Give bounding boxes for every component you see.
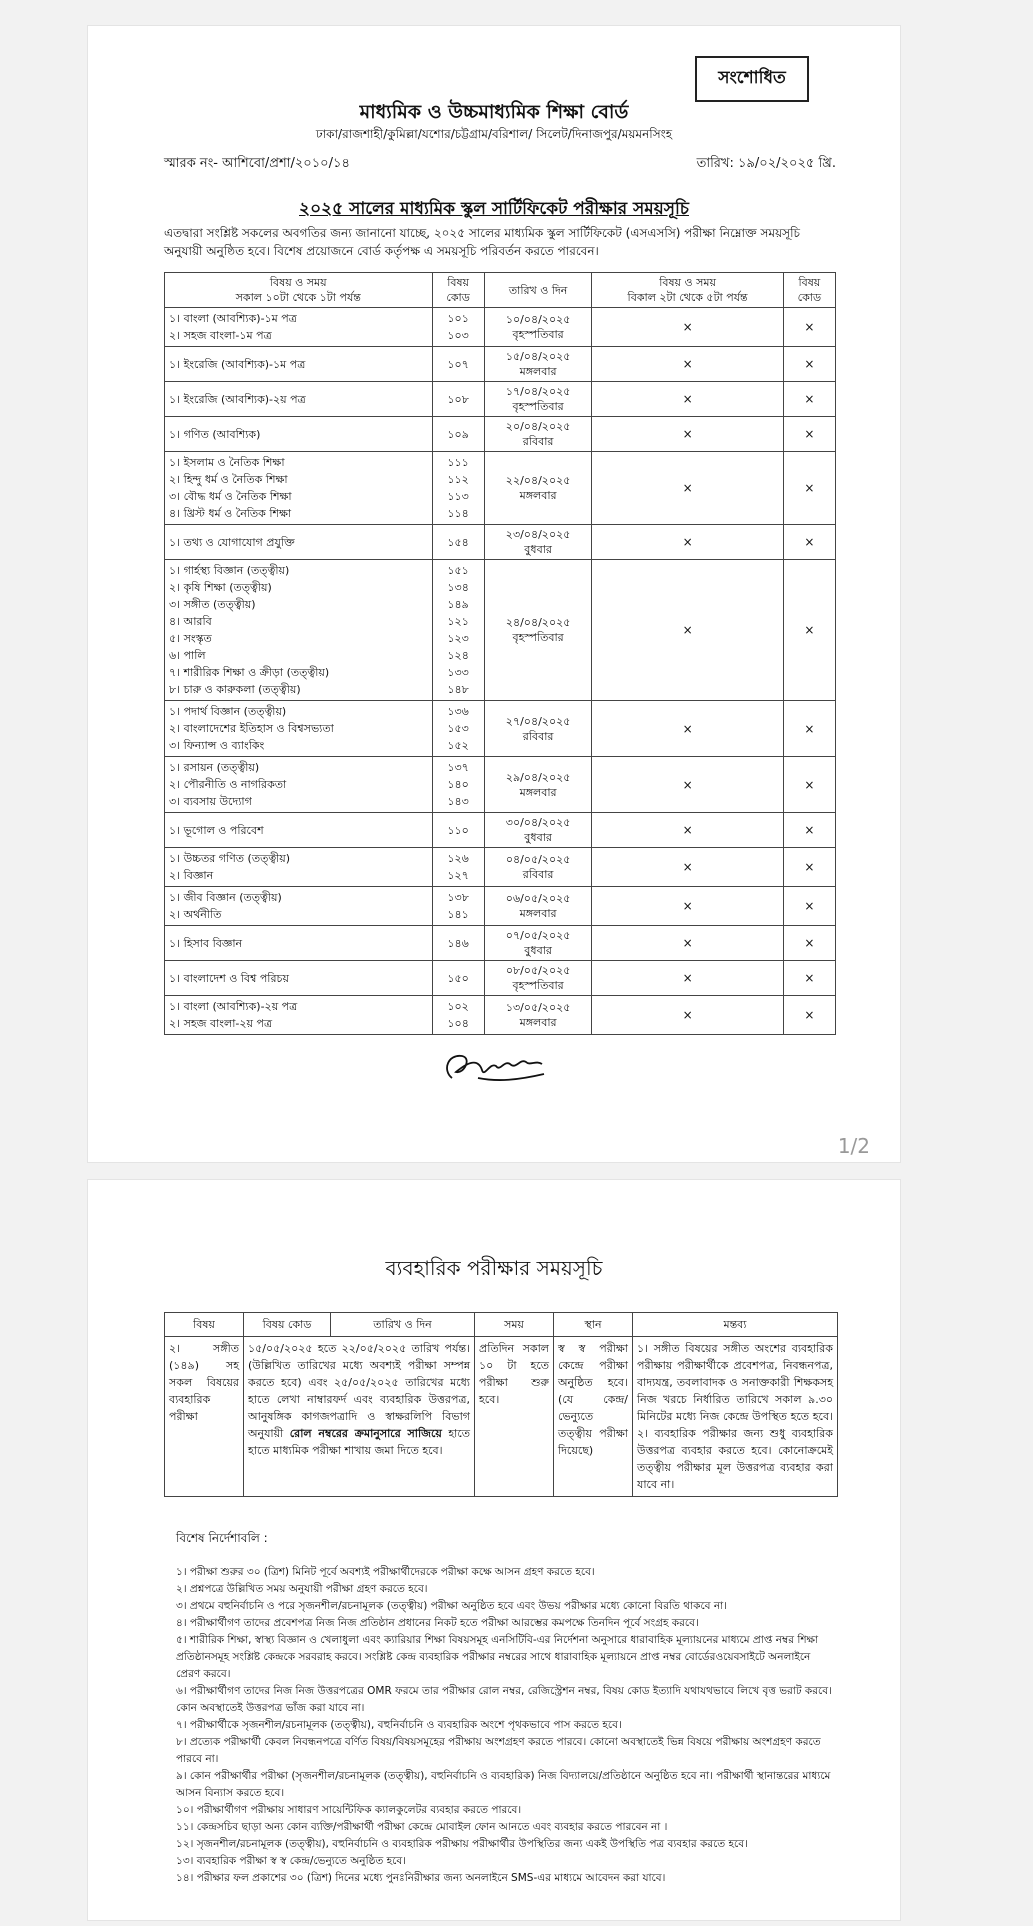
code-cell bbox=[432, 887, 484, 926]
exam-day: বৃহস্পতিবার bbox=[512, 328, 564, 341]
code-line: ১৪৯ bbox=[447, 598, 469, 611]
exam-date: ২৩/০৪/২০২৫ bbox=[505, 528, 571, 541]
practical-date: ১৫/০৫/২০২৫ হতে ২২/০৫/২০২৫ তারিখ পর্যন্ত। (উল্লিখিত তারিখের মধ্যে অবশ্যই পরীক্ষা সম্পন্ন করতে হবে) এবং ২৫/০৫/২০২৫ তারিখের মধ্যে হাতে লেখা নাম্বারফর্দ এবং ব্যবহারিক উত্তরপত্র, আনুষঙ্গিক কাগজপত্রাদি ও স্বাক্ষরলিপি বিভাগ অনুযায়ী রোল নম্বরের ক্রমানুসারে সাজিয়ে হাতে হাতে মাধ্যমিক পরীক্ষা শাখায় জমা দিতে হবে। bbox=[244, 1337, 475, 1497]
code-line: ১১৪ bbox=[447, 507, 469, 520]
table-row bbox=[165, 887, 836, 926]
subject-cell bbox=[165, 848, 433, 887]
subject-line: ২। বাংলাদেশের ইতিহাস ও বিশ্বসভ্যতা bbox=[169, 722, 334, 735]
subject-line: ১। বাংলাদেশ ও বিশ্ব পরিচয় bbox=[169, 971, 289, 985]
roll-order-note: রোল নম্বরের ক্রমানুসারে সাজিয়ে bbox=[289, 1427, 442, 1440]
subject-line: ১। গণিত (আবশ্যিক) bbox=[169, 427, 261, 441]
instruction-item: ১১। কেন্দ্রসচিব ছাড়া অন্য কোন ব্যক্তি/পরীক্ষার্থী পরীক্ষা কেন্দ্রে মোবাইল ফোন আনতে এবং ব্যবহার করতে পারবেন না । bbox=[176, 1821, 668, 1833]
code-cell bbox=[432, 560, 484, 701]
exam-date: ১৩/০৫/২০২৫ bbox=[505, 1001, 571, 1014]
afternoon-code-cell: × bbox=[783, 848, 835, 887]
practical-title: ব্যবহারিক পরীক্ষার সময়সূচি bbox=[385, 1256, 603, 1280]
code-line: ১৫৪ bbox=[447, 535, 469, 549]
subject-cell bbox=[165, 525, 433, 560]
subject-line: ১। উচ্চতর গণিত (তত্ত্বীয়) bbox=[169, 852, 291, 865]
date-cell bbox=[484, 757, 592, 813]
code-line: ১১১ bbox=[447, 456, 469, 469]
header-code: বিষয় কোড bbox=[432, 273, 484, 308]
subject-line: ৩। বৌদ্ধ ধর্ম ও নৈতিক শিক্ষা bbox=[169, 490, 292, 503]
exam-day: রবিবার bbox=[522, 435, 554, 448]
table-row bbox=[165, 813, 836, 848]
afternoon-code-cell: × bbox=[783, 525, 835, 560]
code-line: ১২৩ bbox=[447, 632, 469, 645]
exam-date: ০৭/০৫/২০২৫ bbox=[505, 929, 571, 942]
exam-date: ২২/০৪/২০২৫ bbox=[505, 474, 571, 487]
subject-line: ১। জীব বিজ্ঞান (তত্ত্বীয়) bbox=[169, 891, 282, 904]
subject-line: ১। পদার্থ বিজ্ঞান (তত্ত্বীয়) bbox=[169, 705, 287, 718]
code-line: ১১৩ bbox=[447, 490, 469, 503]
code-cell bbox=[432, 926, 484, 961]
afternoon-code-cell: × bbox=[783, 926, 835, 961]
afternoon-code-cell: × bbox=[783, 560, 835, 701]
afternoon-code-cell: × bbox=[783, 347, 835, 382]
code-cell bbox=[432, 848, 484, 887]
code-line: ১৪১ bbox=[447, 908, 469, 921]
subject-line: ৩। সঙ্গীত (তত্ত্বীয়) bbox=[169, 598, 256, 611]
table-header-row bbox=[165, 1313, 838, 1337]
code-line: ১২১ bbox=[447, 615, 469, 628]
subject-cell bbox=[165, 887, 433, 926]
afternoon-cell: × bbox=[592, 701, 783, 757]
exam-day: মঙ্গলবার bbox=[519, 1016, 557, 1029]
subject-line: ৫। সংস্কৃত bbox=[169, 632, 212, 645]
subject-line: ২। সহজ বাংলা-২য় পত্র bbox=[169, 1017, 273, 1030]
table-row bbox=[165, 701, 836, 757]
code-line: ১০২ bbox=[447, 1000, 469, 1013]
code-line: ১০৮ bbox=[447, 392, 469, 406]
table-row bbox=[165, 417, 836, 452]
table-row bbox=[165, 757, 836, 813]
code-line: ১৫১ bbox=[447, 564, 469, 577]
afternoon-code-cell: × bbox=[783, 701, 835, 757]
afternoon-code-cell: × bbox=[783, 961, 835, 996]
date-cell bbox=[484, 525, 592, 560]
subject-line: ১। বাংলা (আবশ্যিক)-২য় পত্র bbox=[169, 1000, 298, 1013]
subject-cell bbox=[165, 701, 433, 757]
subject-line: ১। ইংরেজি (আবশ্যিক)-২য় পত্র bbox=[169, 392, 306, 406]
board-cities: ঢাকা/রাজশাহী/কুমিল্লা/যশোর/চট্টগ্রাম/বরিশাল/ সিলেট/দিনাজপুর/ময়মনসিংহ bbox=[315, 127, 673, 141]
code-line: ১৩৪ bbox=[447, 581, 469, 594]
subject-line: ২। পৌরনীতি ও নাগরিকতা bbox=[169, 778, 287, 791]
afternoon-code-cell: × bbox=[783, 417, 835, 452]
instruction-item: ১০। পরীক্ষার্থীগণ পরীক্ষায় সাধারণ সায়েন্টিফিক ক্যালকুলেটর ব্যবহার করতে পারবে। bbox=[176, 1804, 522, 1816]
code-cell bbox=[432, 347, 484, 382]
code-line: ১৪৮ bbox=[447, 683, 469, 696]
instructions-title: বিশেষ নির্দেশাবলি : bbox=[176, 1531, 268, 1545]
exam-schedule-table bbox=[164, 272, 836, 1035]
subject-cell bbox=[165, 308, 433, 347]
subject-line: ১। হিসাব বিজ্ঞান bbox=[169, 936, 243, 950]
exam-day: বুধবার bbox=[524, 543, 552, 556]
table-header-row bbox=[165, 273, 836, 308]
code-line: ১০৪ bbox=[447, 1017, 469, 1030]
afternoon-cell: × bbox=[592, 813, 783, 848]
date-cell bbox=[484, 701, 592, 757]
subject-line: ২। অর্থনীতি bbox=[169, 908, 222, 921]
header-remarks: মন্তব্য bbox=[633, 1313, 838, 1337]
date-cell bbox=[484, 848, 592, 887]
afternoon-code-cell: × bbox=[783, 813, 835, 848]
subject-cell bbox=[165, 452, 433, 525]
afternoon-cell: × bbox=[592, 848, 783, 887]
subject-line: ৪। আরবি bbox=[169, 615, 212, 628]
instruction-item: ২। প্রশ্নপত্রে উল্লিখিত সময় অনুযায়ী পরীক্ষা গ্রহণ করতে হবে। bbox=[176, 1583, 428, 1595]
subject-line: ৩। ব্যবসায় উদ্যোগ bbox=[169, 795, 252, 808]
table-row bbox=[165, 347, 836, 382]
code-cell bbox=[432, 961, 484, 996]
afternoon-code-cell: × bbox=[783, 382, 835, 417]
exam-date: ০৮/০৫/২০২৫ bbox=[505, 964, 571, 977]
code-cell bbox=[432, 757, 484, 813]
exam-date: ১০/০৪/২০২৫ bbox=[505, 313, 571, 326]
instruction-item: ১। পরীক্ষা শুরুর ৩০ (ত্রিশ) মিনিট পূর্বে অবশ্যই পরীক্ষার্থীদেরকে পরীক্ষা কক্ষে আসন গ্রহণ করতে হবে। bbox=[176, 1566, 595, 1578]
exam-date: ২৯/০৪/২০২৫ bbox=[505, 770, 571, 784]
table-row bbox=[165, 382, 836, 417]
header-code-2: বিষয় কোড bbox=[783, 273, 835, 308]
board-name: মাধ্যমিক ও উচ্চমাধ্যমিক শিক্ষা বোর্ড bbox=[359, 101, 629, 123]
afternoon-cell: × bbox=[592, 525, 783, 560]
instructions-list bbox=[176, 1564, 836, 1887]
subject-line: ১। গার্হস্থ্য বিজ্ঞান (তত্ত্বীয়) bbox=[169, 564, 290, 577]
code-line: ১৪৬ bbox=[447, 936, 469, 950]
afternoon-cell: × bbox=[592, 382, 783, 417]
instruction-item: ৬। পরীক্ষার্থীগণ তাদের নিজ নিজ উত্তরপত্রের OMR ফরমে তার পরীক্ষার রোল নম্বর, রেজিস্ট্রেশন নম্বর, বিষয় কোড ইত্যাদি যথাযথভাবে লিখে বৃত্ত ভরাট করবে। কোন অবস্থাতেই উত্তরপত্র ভাঁজ করা যাবে না। bbox=[176, 1685, 832, 1714]
instruction-item: ১২। সৃজনশীল/রচনামূলক (তত্ত্বীয়), বহুনির্বাচনি ও ব্যবহারিক পরীক্ষায় পরীক্ষার্থীর উপস্থিতির জন্য একই উপস্থিতি পত্র ব্যবহার করতে হবে। bbox=[176, 1838, 748, 1850]
afternoon-cell: × bbox=[592, 452, 783, 525]
signature bbox=[438, 1048, 558, 1088]
subject-cell bbox=[165, 417, 433, 452]
subject-cell bbox=[165, 813, 433, 848]
code-line: ১৩৬ bbox=[447, 705, 469, 718]
code-line: ১৫২ bbox=[447, 739, 469, 752]
subject-cell bbox=[165, 560, 433, 701]
subject-line: ২। হিন্দু ধর্ম ও নৈতিক শিক্ষা bbox=[169, 473, 288, 486]
code-line: ১০৭ bbox=[447, 357, 469, 371]
code-line: ১৫০ bbox=[447, 971, 469, 985]
afternoon-cell: × bbox=[592, 560, 783, 701]
table-row bbox=[165, 961, 836, 996]
subject-cell bbox=[165, 926, 433, 961]
afternoon-cell: × bbox=[592, 417, 783, 452]
intro-paragraph: এতদ্বারা সংশ্লিষ্ট সকলের অবগতির জন্য জানানো যাচ্ছে, ২০২৫ সালের মাধ্যমিক স্কুল সার্টিফিকেট (এসএসসি) পরীক্ষা নিম্নোক্ত সময়সূচি অনুযায়ী অনুষ্ঠিত হবে। বিশেষ প্রয়োজনে বোর্ড কর্তৃপক্ষ এ সময়সূচি পরিবর্তন করতে পারবেন। bbox=[164, 226, 800, 258]
code-line: ১৩৭ bbox=[447, 761, 469, 774]
date-cell bbox=[484, 926, 592, 961]
code-cell bbox=[432, 452, 484, 525]
subject-cell bbox=[165, 996, 433, 1035]
code-line: ১১০ bbox=[447, 823, 469, 837]
instruction-item: ৮। প্রত্যেক পরীক্ষার্থী কেবল নিবন্ধনপত্রে বর্ণিত বিষয়/বিষয়সমূহের পরীক্ষায় অংশগ্রহণ করতে পারবে। কোনো অবস্থাতেই ভিন্ন বিষয়ে পরীক্ষায় অংশগ্রহণ করতে পারবে না। bbox=[176, 1736, 821, 1765]
date-cell bbox=[484, 813, 592, 848]
code-cell bbox=[432, 813, 484, 848]
afternoon-cell: × bbox=[592, 308, 783, 347]
exam-date: ২৭/০৪/২০২৫ bbox=[505, 714, 571, 728]
subject-line: ১। বাংলা (আবশ্যিক)-১ম পত্র bbox=[169, 312, 297, 325]
table-row bbox=[165, 848, 836, 887]
date-cell bbox=[484, 382, 592, 417]
exam-day: মঙ্গলবার bbox=[519, 489, 557, 502]
exam-date: ৩০/০৪/২০২৫ bbox=[505, 816, 571, 829]
header-subject: বিষয় bbox=[165, 1313, 244, 1337]
code-cell bbox=[432, 382, 484, 417]
header-time: সময় bbox=[475, 1313, 554, 1337]
date-cell bbox=[484, 887, 592, 926]
subject-cell bbox=[165, 757, 433, 813]
subject-line: ৩। ফিন্যান্স ও ব্যাংকিং bbox=[169, 739, 265, 752]
code-line: ১২৪ bbox=[447, 649, 469, 662]
subject-line: ২। কৃষি শিক্ষা (তত্ত্বীয়) bbox=[169, 581, 272, 594]
date-cell bbox=[484, 961, 592, 996]
subject-line: ১। রসায়ন (তত্ত্বীয়) bbox=[169, 761, 260, 774]
afternoon-code-cell: × bbox=[783, 452, 835, 525]
code-cell bbox=[432, 525, 484, 560]
exam-day: বৃহস্পতিবার bbox=[512, 631, 564, 644]
exam-day: মঙ্গলবার bbox=[519, 907, 557, 920]
afternoon-cell: × bbox=[592, 887, 783, 926]
revised-stamp: সংশোধিত bbox=[695, 56, 809, 102]
subject-line: ১। ভূগোল ও পরিবেশ bbox=[169, 823, 264, 837]
header-date-day: তারিখ ও দিন bbox=[484, 273, 592, 308]
instruction-item: ১৪। পরীক্ষার ফল প্রকাশের ৩০ (ত্রিশ) দিনের মধ্যে পুনঃনিরীক্ষার জন্য অনলাইনে SMS-এর মাধ্যমে আবেদন করা যাবে। bbox=[176, 1872, 666, 1884]
document-page-2 bbox=[88, 1180, 900, 1920]
instruction-item: ১৩। ব্যবহারিক পরীক্ষা স্ব স্ব কেন্দ্র/ভেন্যুতে অনুষ্ঠিত হবে। bbox=[176, 1855, 406, 1867]
header-subject-time: বিষয় ও সময় সকাল ১০টা থেকে ১টা পর্যন্ত bbox=[165, 273, 433, 308]
table-row bbox=[165, 308, 836, 347]
exam-day: মঙ্গলবার bbox=[519, 365, 557, 378]
code-line: ১০১ bbox=[447, 312, 469, 325]
table-row bbox=[165, 1337, 838, 1497]
date-cell bbox=[484, 308, 592, 347]
exam-day: বৃহস্পতিবার bbox=[512, 400, 564, 413]
code-line: ১৫৩ bbox=[447, 722, 469, 735]
schedule-title: ২০২৫ সালের মাধ্যমিক স্কুল সার্টিফিকেট পরীক্ষার সময়সূচি bbox=[299, 199, 689, 219]
memo-number: স্মারক নং- আশিবো/প্রশা/২০১০/১৪ bbox=[164, 156, 350, 171]
code-cell bbox=[432, 308, 484, 347]
subject-line: ৭। শারীরিক শিক্ষা ও ক্রীড়া (তত্ত্বীয়) bbox=[169, 666, 330, 679]
subject-line: ২। বিজ্ঞান bbox=[169, 869, 214, 882]
header-venue: স্থান bbox=[554, 1313, 633, 1337]
table-row bbox=[165, 560, 836, 701]
table-row bbox=[165, 926, 836, 961]
exam-day: মঙ্গলবার bbox=[519, 785, 557, 799]
subject-line: ২। সহজ বাংলা-১ম পত্র bbox=[169, 329, 272, 342]
header-code: বিষয় কোড bbox=[244, 1313, 331, 1337]
subject-line: ৬। পালি bbox=[169, 649, 206, 662]
header-afternoon: বিষয় ও সময় বিকাল ২টা থেকে ৫টা পর্যন্ত bbox=[592, 273, 783, 308]
instruction-item: ৪। পরীক্ষার্থীগণ তাদের প্রবেশপত্র নিজ নিজ প্রতিষ্ঠান প্রধানের নিকট হতে পরীক্ষা আরম্ভের কমপক্ষে তিনদিন পূর্বে সংগ্রহ করবে। bbox=[176, 1617, 699, 1629]
instruction-item: ৯। কোন পরীক্ষার্থীর পরীক্ষা (সৃজনশীল/রচনামূলক (তত্ত্বীয়), বহুনির্বাচনি ও ব্যবহারিক) নিজ বিদ্যালয়ে/প্রতিষ্ঠানে অনুষ্ঠিত হবে না। পরীক্ষার্থী স্থানান্তরের মাধ্যমে আসন বিন্যাস করতে হবে। bbox=[176, 1770, 831, 1799]
code-cell bbox=[432, 701, 484, 757]
subject-line: ১। তথ্য ও যোগাযোগ প্রযুক্তি bbox=[169, 535, 295, 549]
afternoon-code-cell: × bbox=[783, 996, 835, 1035]
afternoon-code-cell: × bbox=[783, 887, 835, 926]
table-row bbox=[165, 996, 836, 1035]
date-cell bbox=[484, 996, 592, 1035]
exam-day: বৃহস্পতিবার bbox=[512, 979, 564, 992]
exam-date: ১৭/০৪/২০২৫ bbox=[505, 385, 571, 398]
afternoon-cell: × bbox=[592, 347, 783, 382]
afternoon-cell: × bbox=[592, 996, 783, 1035]
code-line: ১২৭ bbox=[447, 869, 469, 882]
instruction-item: ৩। প্রথমে বহুনির্বাচনি ও পরে সৃজনশীল/রচনামূলক (তত্ত্বীয়) পরীক্ষা অনুষ্ঠিত হবে এবং উভয় পরীক্ষার মধ্যে কোনো বিরতি থাকবে না। bbox=[176, 1600, 727, 1612]
instruction-item: ৭। পরীক্ষার্থীকে সৃজনশীল/রচনামূলক (তত্ত্বীয়), বহুনির্বাচনি ও ব্যবহারিক অংশে পৃথকভাবে পাস করতে হবে। bbox=[176, 1719, 622, 1731]
practical-venue: স্ব স্ব পরীক্ষা কেন্দ্রে পরীক্ষা অনুষ্ঠিত হবে। (যে কেন্দ্র/ ভেন্যুতে তত্ত্বীয় পরীক্ষা দিয়েছে) bbox=[554, 1337, 633, 1497]
afternoon-cell: × bbox=[592, 757, 783, 813]
code-line: ১২৬ bbox=[447, 852, 469, 865]
practical-subject: ২। সঙ্গীত (১৪৯) সহ সকল বিষয়ের ব্যবহারিক পরীক্ষা bbox=[165, 1337, 244, 1497]
subject-cell bbox=[165, 382, 433, 417]
exam-day: বুধবার bbox=[524, 944, 552, 957]
afternoon-cell: × bbox=[592, 961, 783, 996]
afternoon-code-cell: × bbox=[783, 757, 835, 813]
issue-date: তারিখ: ১৯/০২/২০২৫ খ্রি. bbox=[696, 156, 836, 171]
table-row bbox=[165, 452, 836, 525]
date-cell bbox=[484, 452, 592, 525]
exam-date: ১৫/০৪/২০২৫ bbox=[505, 350, 571, 363]
subject-cell bbox=[165, 961, 433, 996]
afternoon-cell: × bbox=[592, 926, 783, 961]
code-line: ১৪৩ bbox=[447, 795, 469, 808]
exam-date: ০৬/০৫/২০২৫ bbox=[505, 892, 571, 905]
document-page-1 bbox=[88, 26, 900, 1162]
exam-day: বুধবার bbox=[524, 831, 552, 844]
table-row bbox=[165, 525, 836, 560]
subject-line: ১। ইসলাম ও নৈতিক শিক্ষা bbox=[169, 456, 285, 469]
subject-cell bbox=[165, 347, 433, 382]
practical-remarks: ১। সঙ্গীত বিষয়ের সঙ্গীত অংশের ব্যবহারিক পরীক্ষায় পরীক্ষার্থীকে প্রবেশপত্র, নিবন্ধনপত্র, বাদ্যযন্ত্র, তবলাবাদক ও সনাক্তকারী শিক্ষকসহ নিজ খরচে নির্ধারিত তারিখে সকাল ৯.৩০ মিনিটের মধ্যে নিজ কেন্দ্রে উপস্থিত হতে হবে। ২। ব্যবহারিক পরীক্ষার জন্য শুধু ব্যবহারিক উত্তরপত্র ব্যবহার করতে হবে। কোনোক্রমেই তত্ত্বীয় পরীক্ষার মূল উত্তরপত্র ব্যবহার করা যাবে না। bbox=[633, 1337, 838, 1497]
exam-day: রবিবার bbox=[522, 868, 554, 881]
subject-line: ৪। খ্রিস্ট ধর্ম ও নৈতিক শিক্ষা bbox=[169, 507, 292, 520]
code-line: ১৩৮ bbox=[447, 891, 469, 904]
exam-date: ২০/০৪/২০২৫ bbox=[505, 420, 571, 433]
date-cell bbox=[484, 347, 592, 382]
code-line: ১৩৩ bbox=[447, 666, 469, 679]
code-line: ১০৯ bbox=[447, 427, 469, 441]
code-cell bbox=[432, 417, 484, 452]
page-indicator: 1/2 bbox=[837, 1134, 870, 1158]
code-line: ১৪০ bbox=[447, 778, 469, 791]
date-cell bbox=[484, 560, 592, 701]
subject-line: ১। ইংরেজি (আবশ্যিক)-১ম পত্র bbox=[169, 357, 306, 371]
afternoon-code-cell: × bbox=[783, 308, 835, 347]
code-line: ১১২ bbox=[447, 473, 469, 486]
header-date-day: তারিখ ও দিন bbox=[331, 1313, 475, 1337]
code-line: ১০৩ bbox=[447, 329, 469, 342]
practical-schedule-table bbox=[164, 1312, 838, 1497]
exam-day: রবিবার bbox=[522, 729, 554, 743]
subject-line: ৮। চারু ও কারুকলা (তত্ত্বীয়) bbox=[169, 683, 301, 696]
exam-date: ০৪/০৫/২০২৫ bbox=[505, 853, 571, 866]
instruction-item: ৫। শারীরিক শিক্ষা, স্বাস্থ্য বিজ্ঞান ও খেলাধুলা এবং ক্যারিয়ার শিক্ষা বিষয়সমূহ এনসিটিবি-এর নির্দেশনা অনুসারে ধারাবাহিক মূল্যায়নের মাধ্যমে প্রাপ্ত নম্বর শিক্ষা প্রতিষ্ঠানসমূহ সংশ্লিষ্ট কেন্দ্রকে সরবরাহ করবে। সংশ্লিষ্ট কেন্দ্র ব্যবহারিক পরীক্ষার নম্বরের সাথে ধারাবাহিক মূল্যায়নে প্রাপ্ত নম্বর বোর্ডেরওয়েবসাইটে অনলাইনে প্রেরণ করবে। bbox=[176, 1634, 819, 1680]
date-cell bbox=[484, 417, 592, 452]
code-cell bbox=[432, 996, 484, 1035]
practical-time: প্রতিদিন সকাল ১০ টা হতে পরীক্ষা শুরু হবে। bbox=[475, 1337, 554, 1497]
exam-date: ২৪/০৪/২০২৫ bbox=[505, 616, 571, 629]
